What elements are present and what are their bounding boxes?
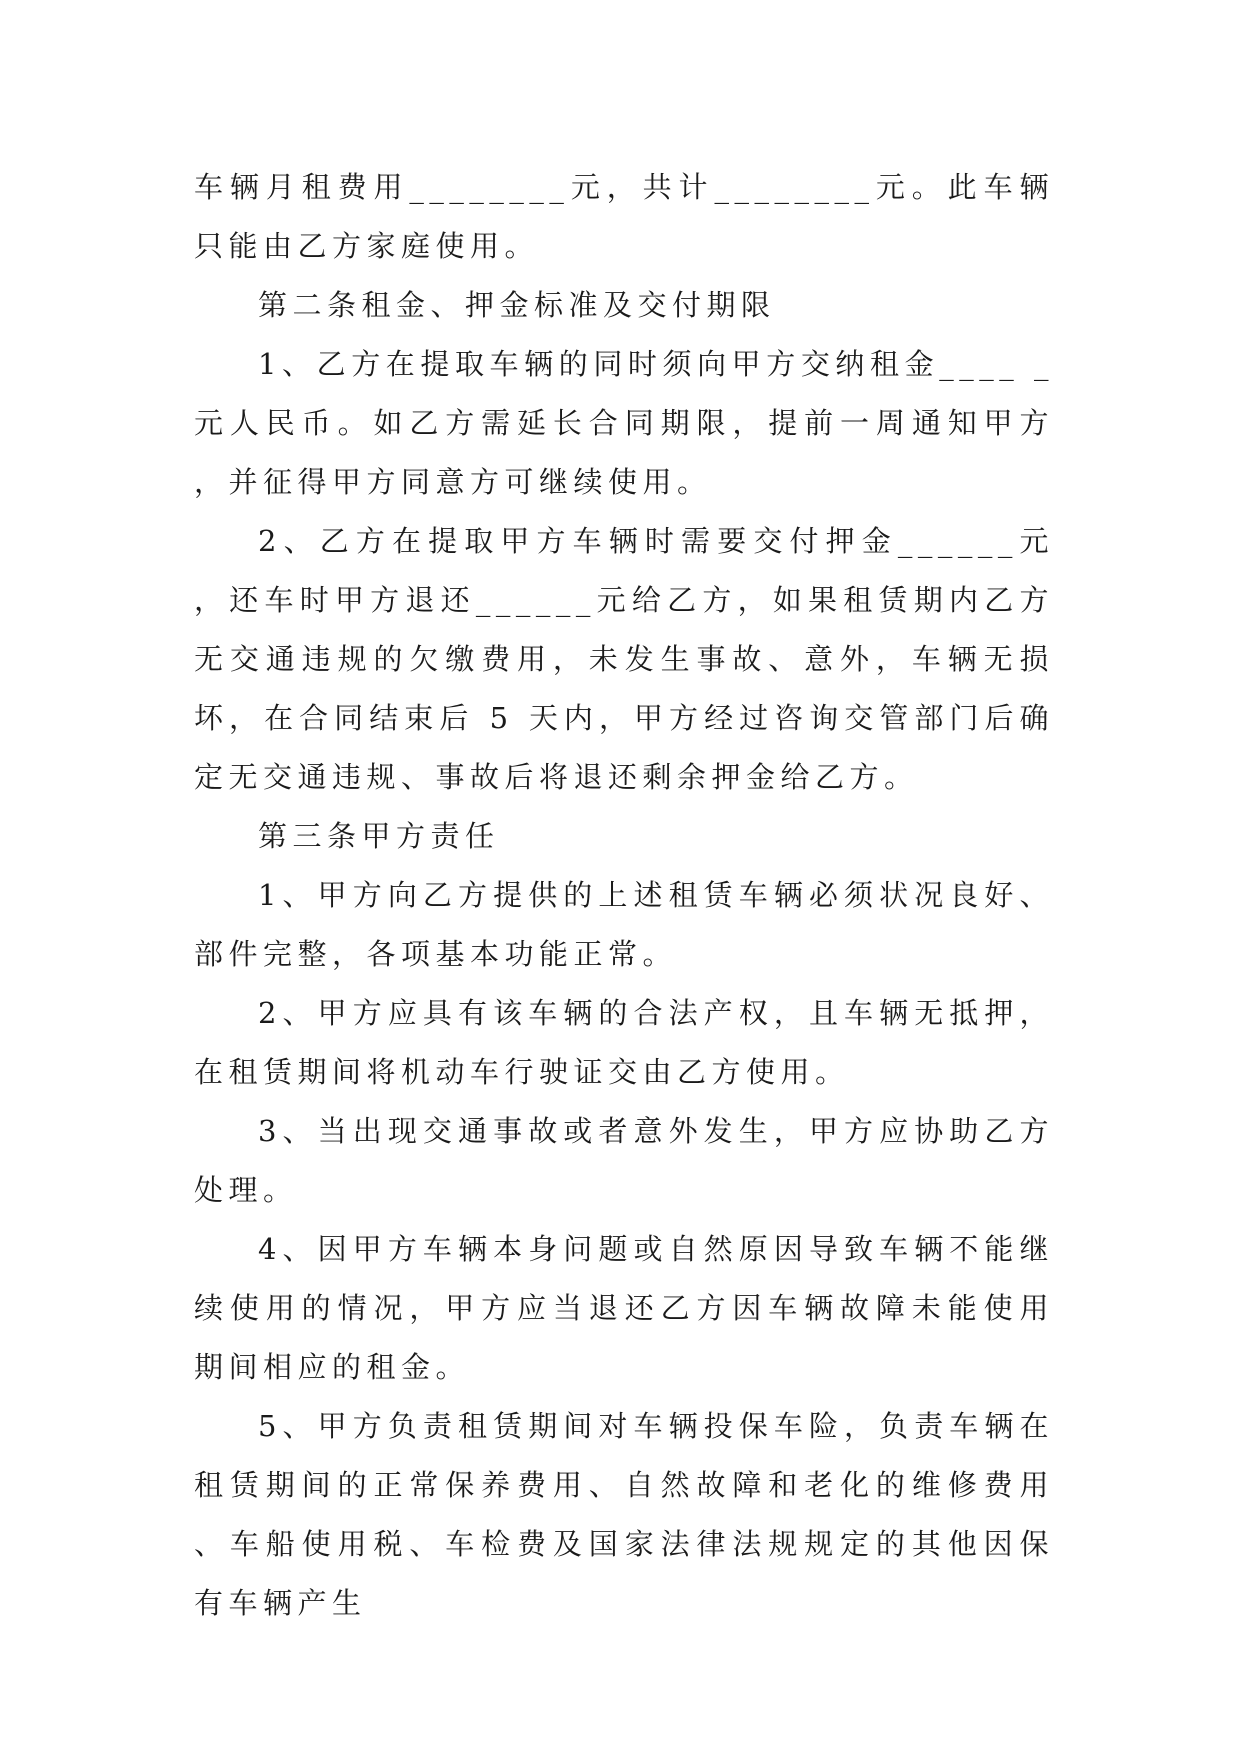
section-heading-party-a-duties: 第三条甲方责任 [258,819,500,853]
clause-accident-assist: 3、当出现交通事故或者意外发生，甲方应协助乙方处理。 [194,1114,1054,1207]
clause-refund: 4、因甲方车辆本身问题或自然原因导致车辆不能继续使用的情况，甲方应当退还乙方因车辆故障未能使用期间相应的租金。 [194,1232,1054,1384]
section-heading-rent-deposit: 第二条租金、押金标准及交付期限 [258,288,776,322]
clause-rent-payment: 1、乙方在提取车辆的同时须向甲方交纳租金____ _元人民币。如乙方需延长合同期限，提前一周通知甲方，并征得甲方同意方可继续使用。 [194,347,1054,499]
clause-deposit: 2、乙方在提取甲方车辆时需要交付押金______元，还车时甲方退还______元给乙方，如果租赁期内乙方无交通违规的欠缴费用，未发生事故、意外，车辆无损坏，在合同结束后 5 天内，甲方经过咨询交管部门后确定无交通违规、事故后将退还剩余押金给乙方。 [194,524,1054,794]
clause-vehicle-condition: 1、甲方向乙方提供的上述租赁车辆必须状况良好、部件完整，各项基本功能正常。 [194,878,1054,971]
paragraph-rent-monthly: 车辆月租费用________元，共计________元。此车辆只能由乙方家庭使用。 [194,170,1054,263]
clause-insurance: 5、甲方负责租赁期间对车辆投保车险，负责车辆在租赁期间的正常保养费用、自然故障和老化的维修费用、车船使用税、车检费及国家法律法规规定的其他因保有车辆产生 [194,1409,1054,1620]
clause-ownership: 2、甲方应具有该车辆的合法产权，且车辆无抵押，在租赁期间将机动车行驶证交由乙方使用。 [194,996,1054,1089]
document-body [194,158,1054,1633]
